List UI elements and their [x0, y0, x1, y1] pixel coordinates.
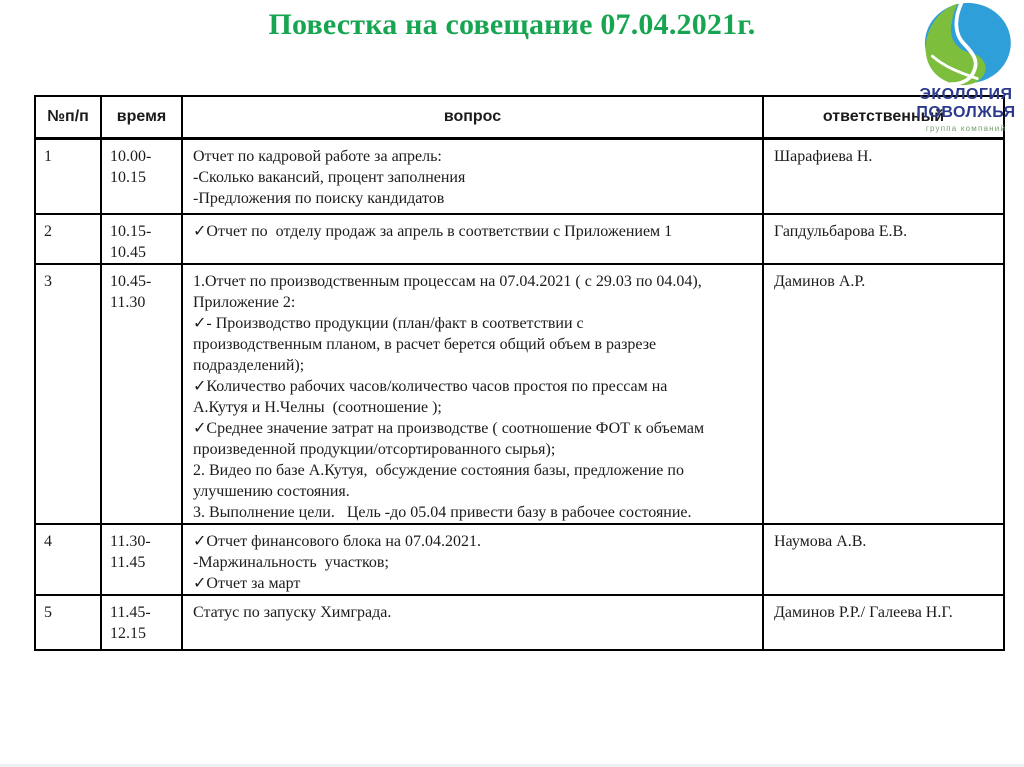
row-time-cell: 11.30- 11.45: [101, 524, 182, 595]
company-logo: [914, 2, 1018, 133]
page-title: Повестка на совещание 07.04.2021г.: [268, 8, 756, 41]
row-number-cell: 2: [35, 214, 101, 264]
row-time-cell: 11.45- 12.15: [101, 595, 182, 650]
row-responsible-cell: Наумова А.В.: [763, 524, 1004, 595]
logo-text-line1: ЭКОЛОГИЯ: [919, 86, 1013, 103]
logo-subtitle: группа компаний: [925, 124, 1007, 133]
row-number-cell: 3: [35, 264, 101, 524]
column-header-responsible: ответственный: [763, 96, 1004, 138]
row-question-cell: ✓Отчет по отделу продаж за апрель в соответствии с Приложением 1: [182, 214, 763, 264]
agenda-table: [34, 95, 1005, 651]
eco-leaf-logo-icon: [919, 2, 1013, 86]
row-number-cell: 4: [35, 524, 101, 595]
row-time-cell: 10.00- 10.15: [101, 138, 182, 214]
row-time-cell: 10.45- 11.30: [101, 264, 182, 524]
column-header-number: №п/п: [35, 96, 101, 138]
row-responsible-cell: Шарафиева Н.: [763, 138, 1004, 214]
row-question-cell: 1.Отчет по производственным процессам на 07.04.2021 ( с 29.03 по 04.04), Приложение 2: ✓- Производство продукции (план/факт в соответствии с производственным планом, в расчет берется общий объем в разрезе подразделений); ✓Количество рабочих часов/количество часов простоя по прессам на А.Кутуя и Н.Челны (соотношение ); ✓Среднее значение затрат на производстве ( соотношение ФОТ к объемам произведенной продукции/отсортированного сырья); 2. Видео по базе А.Кутуя, обсуждение состояния базы, предложение по улучшению состояния. 3. Выполнение цели. Цель -до 05.04 привести базу в рабочее состояние.: [182, 264, 763, 524]
column-header-time: время: [101, 96, 182, 138]
row-question-cell: Отчет по кадровой работе за апрель: -Сколько вакансий, процент заполнения -Предложения по поиску кандидатов: [182, 138, 763, 214]
row-number-cell: 5: [35, 595, 101, 650]
row-responsible-cell: Даминов Р.Р./ Галеева Н.Г.: [763, 595, 1004, 650]
table-row: [35, 264, 1004, 524]
row-responsible-cell: Даминов А.Р.: [763, 264, 1004, 524]
table-row: [35, 524, 1004, 595]
agenda-table-body: [35, 138, 1004, 650]
column-header-question: вопрос: [182, 96, 763, 138]
row-responsible-cell: Гапдульбарова Е.В.: [763, 214, 1004, 264]
table-row: [35, 595, 1004, 650]
row-question-cell: Статус по запуску Химграда.: [182, 595, 763, 650]
table-header-row: [35, 96, 1004, 138]
row-time-cell: 10.15- 10.45: [101, 214, 182, 264]
table-row: [35, 214, 1004, 264]
logo-text-line2: ПОВОЛЖЬЯ: [916, 104, 1016, 121]
row-question-cell: ✓Отчет финансового блока на 07.04.2021. -Маржинальность участков; ✓Отчет за март: [182, 524, 763, 595]
table-row: [35, 138, 1004, 214]
row-number-cell: 1: [35, 138, 101, 214]
